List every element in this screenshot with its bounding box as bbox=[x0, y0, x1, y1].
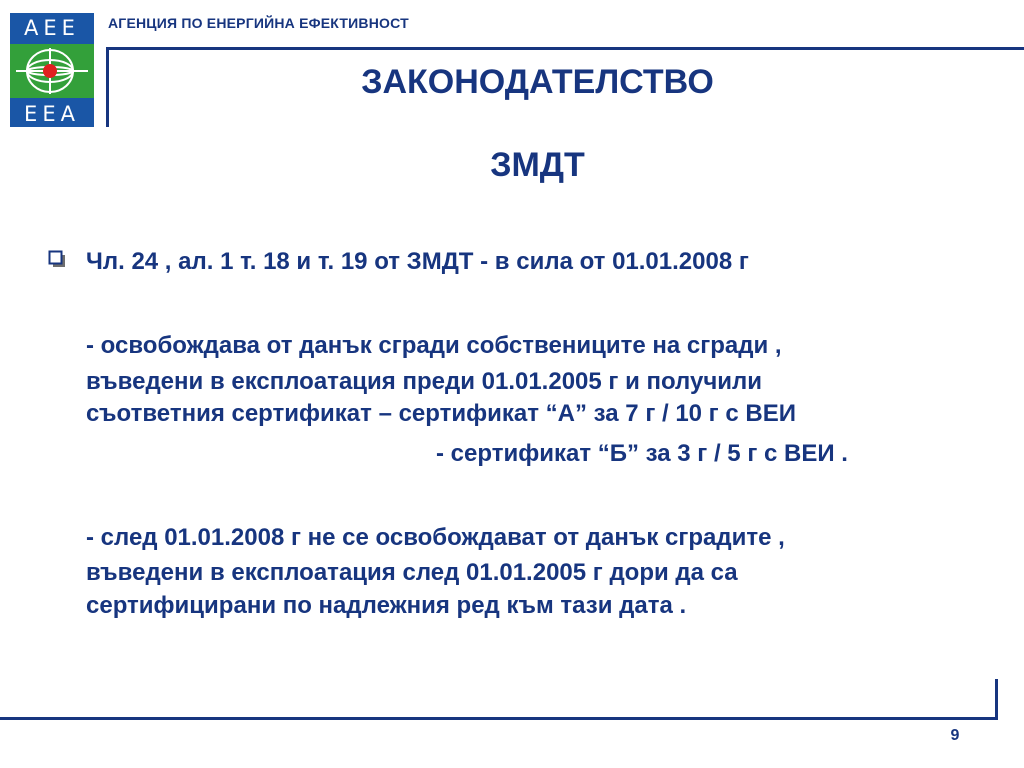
header-divider bbox=[108, 47, 1024, 50]
logo-text-bottom: EEA bbox=[24, 102, 80, 126]
logo-text-top: AEE bbox=[24, 16, 80, 40]
para2-line-1: - след 01.01.2008 г не се освобождават от данък сградите , bbox=[86, 524, 785, 551]
para2-line-3: сертифицирани по надлежния ред към тази дата . bbox=[86, 592, 687, 619]
para1-line-1: - освобождава от данък сгради собствениците на сгради , bbox=[86, 332, 782, 359]
slide-title: ЗАКОНОДАТЕЛСТВО bbox=[361, 63, 714, 101]
bullet-text: Чл. 24 , ал. 1 т. 18 и т. 19 от ЗМДТ - в сила от 01.01.2008 г bbox=[86, 248, 749, 275]
footer-divider bbox=[0, 717, 997, 720]
agency-name: АГЕНЦИЯ ПО ЕНЕРГИЙНА ЕФЕКТИВНОСТ bbox=[108, 15, 409, 31]
para1-line-3: съответния сертификат – сертификат “А” за 7 г / 10 г с ВЕИ bbox=[86, 400, 796, 427]
hollow-square-bullet-icon bbox=[48, 250, 66, 268]
slide-subtitle: ЗМДТ bbox=[490, 146, 585, 184]
footer-vertical-divider bbox=[995, 679, 998, 720]
para2-line-2: въведени в експлоатация след 01.01.2005 г дори да са bbox=[86, 559, 738, 586]
para1-extra-line: - сертификат “Б” за 3 г / 5 г с ВЕИ . bbox=[436, 440, 848, 467]
page-number: 9 bbox=[950, 727, 960, 744]
para1-line-2: въведени в експлоатация преди 01.01.2005 г и получили bbox=[86, 368, 763, 395]
